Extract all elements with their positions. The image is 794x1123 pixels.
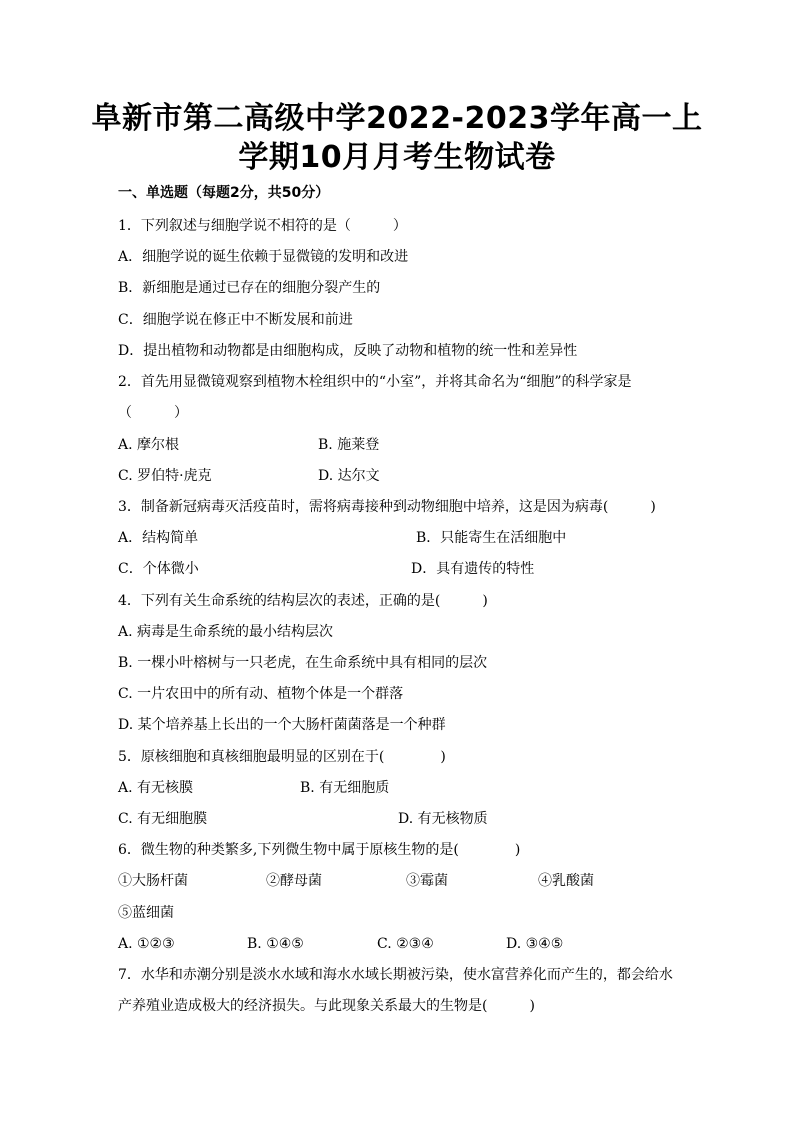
question-6-item-5: ⑤蓝细菌 [118,905,174,921]
question-3-option-c: C．个体微小 [118,561,199,577]
question-5-stem: 5．原核细胞和真核细胞最明显的区别在于( ) [118,749,446,765]
question-6-option-a: A. ①②③ [118,936,175,952]
question-6-item-3: ③霉菌 [406,873,448,889]
question-4-option-c: C. 一片农田中的所有动、植物个体是一个群落 [118,686,404,702]
question-6-option-b: B. ①④⑤ [247,936,304,952]
question-2-stem-continued: （ ） [118,405,188,421]
question-6-item-1: ①大肠杆菌 [118,873,188,889]
question-4-option-a: A. 病毒是生命系统的最小结构层次 [118,624,334,640]
question-1-option-a: A．细胞学说的诞生依赖于显微镜的发明和改进 [118,249,409,265]
question-5-option-d: D. 有无核物质 [398,811,488,827]
question-6-option-c: C. ②③④ [377,936,434,952]
question-2-option-c: C. 罗伯特·虎克 [118,468,212,484]
question-7-stem: 7．水华和赤潮分别是淡水水域和海水水域长期被污染，使水富营养化而产生的，都会给水 [118,967,673,983]
question-2-option-d: D. 达尔文 [318,468,380,484]
question-7-stem-continued: 产养殖业造成极大的经济损失。与此现象关系最大的生物是( ) [118,998,535,1014]
question-6-option-d: D. ③④⑤ [506,936,564,952]
question-2-option-b: B. 施莱登 [318,437,380,453]
question-1-option-d: D．提出植物和动物都是由细胞构成，反映了动物和植物的统一性和差异性 [118,343,578,359]
question-4-stem: 4．下列有关生命系统的结构层次的表述，正确的是( ) [118,593,488,609]
question-6-stem: 6．微生物的种类繁多,下列微生物中属于原核生物的是( ) [118,842,521,858]
question-3-stem: 3．制备新冠病毒灭活疫苗时，需将病毒接种到动物细胞中培养，这是因为病毒( ) [118,499,656,515]
question-5-option-b: B. 有无细胞质 [300,780,390,796]
question-2-option-a: A. 摩尔根 [118,437,180,453]
question-4-option-d: D. 某个培养基上长出的一个大肠杆菌菌落是一个种群 [118,717,446,733]
question-6-item-4: ④乳酸菌 [538,873,594,889]
question-5-option-a: A. 有无核膜 [118,780,194,796]
question-3-option-d: D．具有遗传的特性 [411,561,535,577]
exam-title-line-2: 学期10月月考生物试卷 [238,140,556,175]
question-1-option-c: C．细胞学说在修正中不断发展和前进 [118,312,353,328]
question-3-option-b: B．只能寄生在活细胞中 [416,530,567,546]
question-6-item-2: ②酵母菌 [266,873,322,889]
question-2-stem: 2．首先用显微镜观察到植物木栓组织中的“小室”，并将其命名为“细胞”的科学家是 [118,374,632,390]
question-3-option-a: A．结构简单 [118,530,199,546]
question-5-option-c: C. 有无细胞膜 [118,811,208,827]
section-heading: 一、单选题（每题2分，共50分） [118,185,330,201]
exam-title-line-1: 阜新市第二高级中学2022-2023学年高一上 [91,101,703,136]
question-4-option-b: B. 一棵小叶榕树与一只老虎，在生命系统中具有相同的层次 [118,655,488,671]
question-1-stem: 1．下列叙述与细胞学说不相符的是（ ） [118,218,407,234]
question-1-option-b: B．新细胞是通过已存在的细胞分裂产生的 [118,280,381,296]
